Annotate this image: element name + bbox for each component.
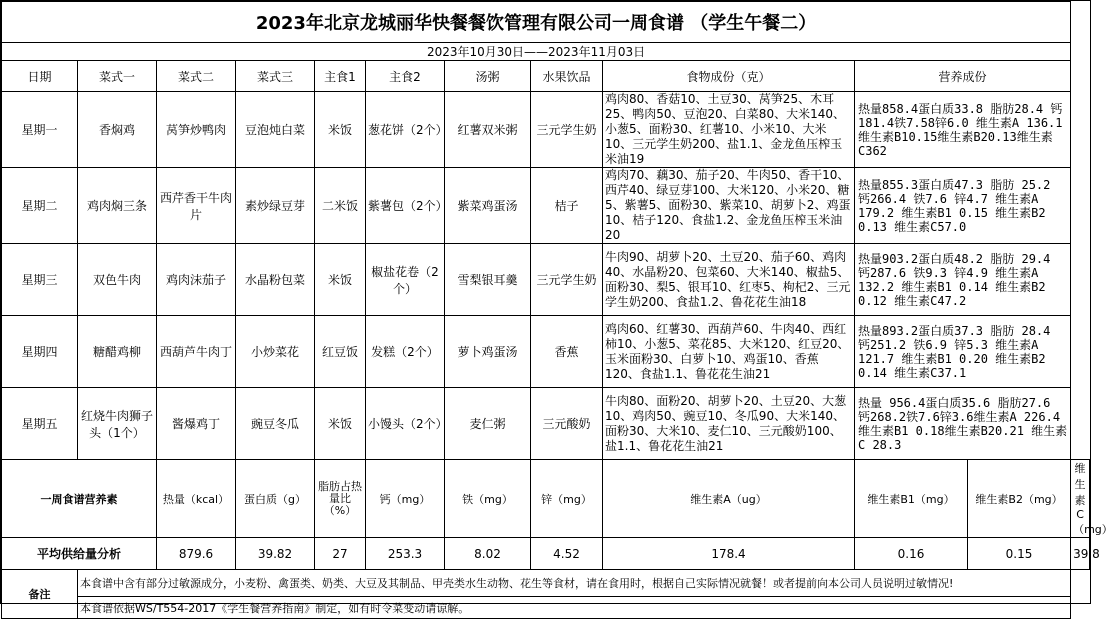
dish2: 鸡肉沫茄子 xyxy=(157,244,236,316)
fruit-drink: 三元酸奶 xyxy=(531,388,603,460)
dish1: 糖醋鸡柳 xyxy=(78,316,157,388)
nutrient-value: 0.15 xyxy=(968,538,1071,570)
fruit-drink: 香蕉 xyxy=(531,316,603,388)
dish2: 西芹香干牛肉片 xyxy=(157,168,236,244)
weekly-nutrient-value-row xyxy=(2,538,1090,570)
staple2: 紫薯包（2个） xyxy=(366,168,445,244)
nutrition: 热量858.4蛋白质33.8 脂肪28.4 钙181.4铁7.58锌6.0 维生素A 136.1维生素B10.15维生素B20.13维生素C362 xyxy=(855,92,1071,168)
remark-allergens: 本食谱中含有部分过敏源成分，小麦粉、禽蛋类、奶类、大豆及其制品、甲壳类水生动物、花生等食材，请在食用时，根据自己实际情况就餐！或者提前向本公司人员说明过敏情况! xyxy=(78,570,1071,597)
dish3: 豆泡炖白菜 xyxy=(236,92,315,168)
staple2: 小馒头（2个） xyxy=(366,388,445,460)
menu-table xyxy=(1,1,1113,619)
table-row xyxy=(2,244,1090,316)
day-name: 星期一 xyxy=(2,92,78,168)
nutrient-name: 维生素B2（mg） xyxy=(968,460,1071,538)
ingredients: 鸡肉60、红薯30、西葫芦60、牛肉40、西红柿10、小葱5、菜花85、大米120、红豆20、玉米面粉30、白萝卜10、鸡蛋10、香蕉120、食盐1.1、鲁花花生油21 xyxy=(603,316,855,388)
staple1: 二米饭 xyxy=(315,168,366,244)
dish3: 素炒绿豆芽 xyxy=(236,168,315,244)
nutrient-name: 锌（mg） xyxy=(531,460,603,538)
nutrient-value: 178.4 xyxy=(603,538,855,570)
nutrient-value: 8.02 xyxy=(445,538,531,570)
col-header-date: 日期 xyxy=(2,61,78,92)
day-name: 星期五 xyxy=(2,388,78,460)
col-header-dish2: 菜式二 xyxy=(157,61,236,92)
dish1: 双色牛肉 xyxy=(78,244,157,316)
header-row xyxy=(2,61,1090,92)
dish1: 香焖鸡 xyxy=(78,92,157,168)
dish2: 酱爆鸡丁 xyxy=(157,388,236,460)
table-row xyxy=(2,388,1090,460)
ingredients: 牛肉90、胡萝卜20、土豆20、茄子60、鸡肉40、水晶粉20、包菜60、大米140、椒盐5、面粉30、梨5、银耳10、红枣5、枸杞2、三元学生奶200、食盐1.2、鲁花花生油18 xyxy=(603,244,855,316)
nutrient-value: 27 xyxy=(315,538,366,570)
staple2: 葱花饼（2个） xyxy=(366,92,445,168)
ingredients: 牛肉80、面粉20、胡萝卜20、土豆20、大葱10、鸡肉50、豌豆10、冬瓜90、大米140、面粉30、大米10、麦仁10、三元酸奶100、盐1.1、鲁花花生油21 xyxy=(603,388,855,460)
nutrition: 热量893.2蛋白质37.3 脂肪 28.4 钙251.2 铁6.9 锌5.3 维生素A 121.7 维生素B1 0.20 维生素B2 0.14 维生素C37.1 xyxy=(855,316,1071,388)
dish3: 豌豆冬瓜 xyxy=(236,388,315,460)
remark-row xyxy=(2,597,1090,619)
nutrient-value: 0.16 xyxy=(855,538,968,570)
table-row xyxy=(2,168,1090,244)
dish1: 鸡肉焖三条 xyxy=(78,168,157,244)
remark-label: 备注 xyxy=(2,570,78,619)
ingredients: 鸡肉70、藕30、茄子20、牛肉50、香干10、西芹40、绿豆芽100、大米120、小米20、糖5、紫薯5、面粉30、紫菜10、胡萝卜2、鸡蛋10、桔子120、食盐1.2、金龙鱼压榨玉米油20 xyxy=(603,168,855,244)
soup: 麦仁粥 xyxy=(445,388,531,460)
table-row xyxy=(2,316,1090,388)
dish3: 水晶粉包菜 xyxy=(236,244,315,316)
col-header-fruit: 水果饮品 xyxy=(531,61,603,92)
fruit-drink: 三元学生奶 xyxy=(531,92,603,168)
nutrient-name: 铁（mg） xyxy=(445,460,531,538)
nutrient-name: 蛋白质（g） xyxy=(236,460,315,538)
col-header-staple1: 主食1 xyxy=(315,61,366,92)
dish2: 莴笋炒鸭肉 xyxy=(157,92,236,168)
dish3: 小炒菜花 xyxy=(236,316,315,388)
fruit-drink: 三元学生奶 xyxy=(531,244,603,316)
remark-row xyxy=(2,570,1090,597)
fruit-drink: 桔子 xyxy=(531,168,603,244)
nutrient-value: 4.52 xyxy=(531,538,603,570)
avg-label: 平均供给量分析 xyxy=(2,538,157,570)
nutrition: 热量903.2蛋白质48.2 脂肪 29.4 钙287.6 铁9.3 锌4.9 维生素A 132.2 维生素B1 0.14 维生素B2 0.12 维生素C47.2 xyxy=(855,244,1071,316)
weekly-label: 一周食谱营养素 xyxy=(2,460,157,538)
ingredients: 鸡肉80、香菇10、土豆30、莴笋25、木耳25、鸭肉50、豆泡20、白菜80、大米140、小葱5、面粉30、红薯10、小米10、大米10、三元学生奶200、盐1.1、金龙鱼压榨玉米油19 xyxy=(603,92,855,168)
col-header-soup: 汤粥 xyxy=(445,61,531,92)
day-name: 星期四 xyxy=(2,316,78,388)
nutrient-name: 脂肪占热量比（%） xyxy=(315,460,366,538)
nutrient-name: 热量（kcal） xyxy=(157,460,236,538)
day-name: 星期三 xyxy=(2,244,78,316)
nutrition: 热量 956.4蛋白质35.6 脂肪27.6 钙268.2铁7.6锌3.6维生素A 226.4维生素B1 0.18维生素B20.21 维生素C 28.3 xyxy=(855,388,1071,460)
nutrient-name: 钙（mg） xyxy=(366,460,445,538)
col-header-dish1: 菜式一 xyxy=(78,61,157,92)
staple2: 发糕（2个） xyxy=(366,316,445,388)
staple1: 米饭 xyxy=(315,388,366,460)
nutrient-name: 维生素B1（mg） xyxy=(855,460,968,538)
nutrient-value: 253.3 xyxy=(366,538,445,570)
table-row xyxy=(2,92,1090,168)
dish2: 西葫芦牛肉丁 xyxy=(157,316,236,388)
nutrient-value: 879.6 xyxy=(157,538,236,570)
staple1: 红豆饭 xyxy=(315,316,366,388)
weekly-nutrient-header-row xyxy=(2,460,1090,538)
page-title: 2023年北京龙城丽华快餐餐饮管理有限公司一周食谱 （学生午餐二） xyxy=(2,2,1071,43)
dish1: 红烧牛肉狮子头（1个） xyxy=(78,388,157,460)
staple1: 米饭 xyxy=(315,244,366,316)
date-range: 2023年10月30日——2023年11月03日 xyxy=(2,43,1071,61)
staple1: 米饭 xyxy=(315,92,366,168)
nutrient-value: 39.82 xyxy=(236,538,315,570)
soup: 萝卜鸡蛋汤 xyxy=(445,316,531,388)
col-header-nutrition: 营养成份 xyxy=(855,61,1071,92)
soup: 红薯双米粥 xyxy=(445,92,531,168)
day-name: 星期二 xyxy=(2,168,78,244)
staple2: 椒盐花卷（2个） xyxy=(366,244,445,316)
nutrient-name: 维生素C（mg） xyxy=(1071,460,1090,538)
soup: 紫菜鸡蛋汤 xyxy=(445,168,531,244)
col-header-dish3: 菜式三 xyxy=(236,61,315,92)
nutrition: 热量855.3蛋白质47.3 脂肪 25.2 钙266.4 铁7.6 锌4.7 维生素A 179.2 维生素B1 0.15 维生素B2 0.13 维生素C57.0 xyxy=(855,168,1071,244)
nutrient-value: 39.8 xyxy=(1071,538,1090,570)
soup: 雪梨银耳羹 xyxy=(445,244,531,316)
remark-standard: 本食谱依据WS/T554-2017《学生餐营养指南》制定，如有时令菜变动请谅解。 xyxy=(78,597,1071,619)
col-header-staple2: 主食2 xyxy=(366,61,445,92)
col-header-ingredients: 食物成份（克） xyxy=(603,61,855,92)
nutrient-name: 维生素A（ug） xyxy=(603,460,855,538)
